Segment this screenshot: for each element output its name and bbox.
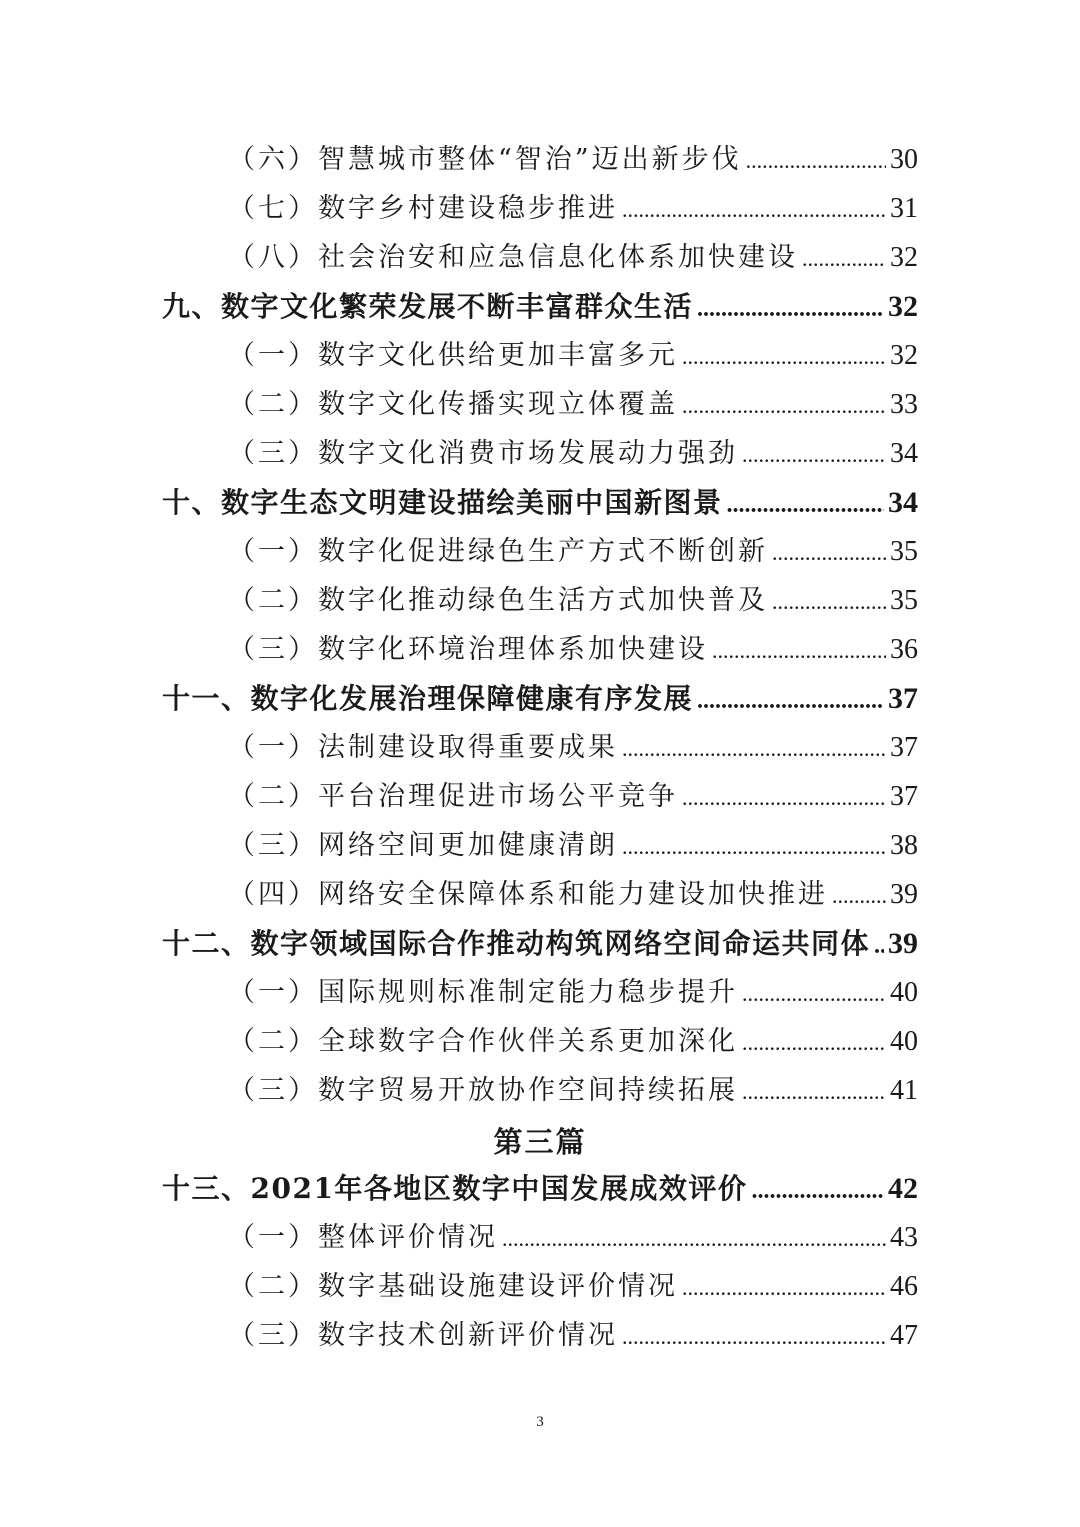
toc-entry-page: 37 bbox=[890, 732, 918, 763]
toc-entry[interactable] bbox=[228, 875, 918, 915]
toc-leader-dots bbox=[622, 729, 886, 769]
toc-entry-title: （三）数字技术创新评价情况 bbox=[228, 1320, 618, 1351]
toc-chapter-entry[interactable] bbox=[162, 679, 918, 719]
toc-chapter-entry[interactable] bbox=[162, 483, 918, 523]
toc-entry-page: 40 bbox=[890, 977, 918, 1008]
toc-leader-dots bbox=[682, 778, 886, 818]
toc-entry[interactable] bbox=[228, 336, 918, 376]
toc-entry-page: 32 bbox=[890, 340, 918, 371]
toc-leader-dots bbox=[682, 1268, 886, 1308]
toc-entry-title: 九、数字文化繁荣发展不断丰富群众生活 bbox=[162, 290, 694, 323]
toc-entry[interactable] bbox=[228, 1022, 918, 1062]
toc-chapter-entry[interactable] bbox=[162, 287, 918, 327]
toc-entry[interactable] bbox=[228, 1218, 918, 1258]
toc-entry-page: 37 bbox=[890, 781, 918, 812]
toc-entry[interactable] bbox=[228, 728, 918, 768]
toc-leader-dots bbox=[622, 827, 886, 867]
toc-leader-dots bbox=[682, 337, 886, 377]
toc-entry[interactable] bbox=[228, 1071, 918, 1111]
toc-leader-dots bbox=[727, 485, 884, 525]
toc-leader-dots bbox=[832, 876, 886, 916]
toc-leader-dots bbox=[751, 1171, 884, 1211]
toc-entry-page: 35 bbox=[890, 585, 918, 616]
toc-entry[interactable] bbox=[228, 777, 918, 817]
toc-entry[interactable] bbox=[228, 973, 918, 1013]
toc-leader-dots bbox=[746, 141, 886, 181]
toc-entry-title: 十三、2021年各地区数字中国发展成效评价 bbox=[162, 1172, 748, 1205]
toc-entry-title: （一）数字化促进绿色生产方式不断创新 bbox=[228, 536, 768, 567]
part-heading: 第三篇 bbox=[493, 1125, 587, 1159]
toc-leader-dots bbox=[874, 926, 884, 966]
toc-entry-page: 40 bbox=[890, 1026, 918, 1057]
toc-entry-title: （二）平台治理促进市场公平竞争 bbox=[228, 781, 678, 812]
toc-entry[interactable] bbox=[228, 826, 918, 866]
toc-entry-title: （一）整体评价情况 bbox=[228, 1222, 498, 1253]
toc-entry[interactable] bbox=[228, 532, 918, 572]
toc-leader-dots bbox=[697, 289, 884, 329]
toc-entry-page: 47 bbox=[890, 1320, 918, 1351]
toc-leader-dots bbox=[712, 631, 886, 671]
toc-entry-page: 42 bbox=[888, 1172, 918, 1205]
toc-entry-title: （一）国际规则标准制定能力稳步提升 bbox=[228, 977, 738, 1008]
toc-leader-dots bbox=[802, 239, 886, 279]
toc-chapter-entry[interactable] bbox=[162, 1169, 918, 1209]
toc-leader-dots bbox=[742, 974, 886, 1014]
toc-leader-dots bbox=[682, 386, 886, 426]
toc-entry-page: 32 bbox=[888, 290, 918, 323]
toc-leader-dots bbox=[772, 582, 886, 622]
toc-entry-page: 31 bbox=[890, 193, 918, 224]
toc-leader-dots bbox=[742, 1072, 886, 1112]
toc-entry-page: 39 bbox=[890, 879, 918, 910]
toc-leader-dots bbox=[697, 681, 884, 721]
toc-entry-page: 46 bbox=[890, 1271, 918, 1302]
toc-entry-page: 34 bbox=[888, 486, 918, 519]
toc-entry-title: 十一、数字化发展治理保障健康有序发展 bbox=[162, 682, 694, 715]
toc-entry-title: （三）数字文化消费市场发展动力强劲 bbox=[228, 438, 738, 469]
toc-entry-title: （一）数字文化供给更加丰富多元 bbox=[228, 340, 678, 371]
toc-entry-title: （八）社会治安和应急信息化体系加快建设 bbox=[228, 242, 798, 273]
toc-leader-dots bbox=[742, 1023, 886, 1063]
toc-entry[interactable] bbox=[228, 581, 918, 621]
toc-entry-title: （三）数字贸易开放协作空间持续拓展 bbox=[228, 1075, 738, 1106]
toc-chapter-entry[interactable] bbox=[162, 924, 918, 964]
toc-leader-dots bbox=[622, 190, 886, 230]
toc-entry[interactable] bbox=[228, 385, 918, 425]
toc-entry[interactable] bbox=[228, 434, 918, 474]
toc-entry[interactable] bbox=[228, 1316, 918, 1356]
toc-entry-title: （七）数字乡村建设稳步推进 bbox=[228, 193, 618, 224]
toc-entry[interactable] bbox=[228, 238, 918, 278]
toc-entry-page: 32 bbox=[890, 242, 918, 273]
toc-entry-title: （三）数字化环境治理体系加快建设 bbox=[228, 634, 708, 665]
toc-entry-title: （一）法制建设取得重要成果 bbox=[228, 732, 618, 763]
toc-leader-dots bbox=[742, 435, 886, 475]
toc-entry[interactable] bbox=[228, 1267, 918, 1307]
toc-entry-title: （二）全球数字合作伙伴关系更加深化 bbox=[228, 1026, 738, 1057]
toc-entry-page: 35 bbox=[890, 536, 918, 567]
toc-entry-title: （四）网络安全保障体系和能力建设加快推进 bbox=[228, 879, 828, 910]
page-number: 3 bbox=[536, 1414, 544, 1430]
toc-leader-dots bbox=[622, 1317, 886, 1357]
toc-entry-page: 41 bbox=[890, 1075, 918, 1106]
toc-entry-page: 38 bbox=[890, 830, 918, 861]
toc-leader-dots bbox=[772, 533, 886, 573]
toc-entry-title: 十、数字生态文明建设描绘美丽中国新图景 bbox=[162, 486, 723, 519]
toc-entry-title: （六）智慧城市整体“智治”迈出新步伐 bbox=[228, 144, 742, 175]
toc-entry-title: （二）数字基础设施建设评价情况 bbox=[228, 1271, 678, 1302]
toc-entry-page: 34 bbox=[890, 438, 918, 469]
toc-entry-page: 39 bbox=[888, 927, 918, 960]
toc-entry-title: （三）网络空间更加健康清朗 bbox=[228, 830, 618, 861]
toc-entry-page: 30 bbox=[890, 144, 918, 175]
toc-entry-page: 37 bbox=[888, 682, 918, 715]
toc-entry-page: 33 bbox=[890, 389, 918, 420]
toc-entry-title: （二）数字文化传播实现立体覆盖 bbox=[228, 389, 678, 420]
toc-leader-dots bbox=[502, 1219, 886, 1259]
toc-entry[interactable] bbox=[228, 630, 918, 670]
toc-entry[interactable] bbox=[228, 189, 918, 229]
toc-entry-title: 十二、数字领域国际合作推动构筑网络空间命运共同体 bbox=[162, 927, 871, 960]
toc-entry[interactable] bbox=[228, 140, 918, 180]
toc-entry-page: 43 bbox=[890, 1222, 918, 1253]
toc-entry-page: 36 bbox=[890, 634, 918, 665]
toc-entry-title: （二）数字化推动绿色生活方式加快普及 bbox=[228, 585, 768, 616]
